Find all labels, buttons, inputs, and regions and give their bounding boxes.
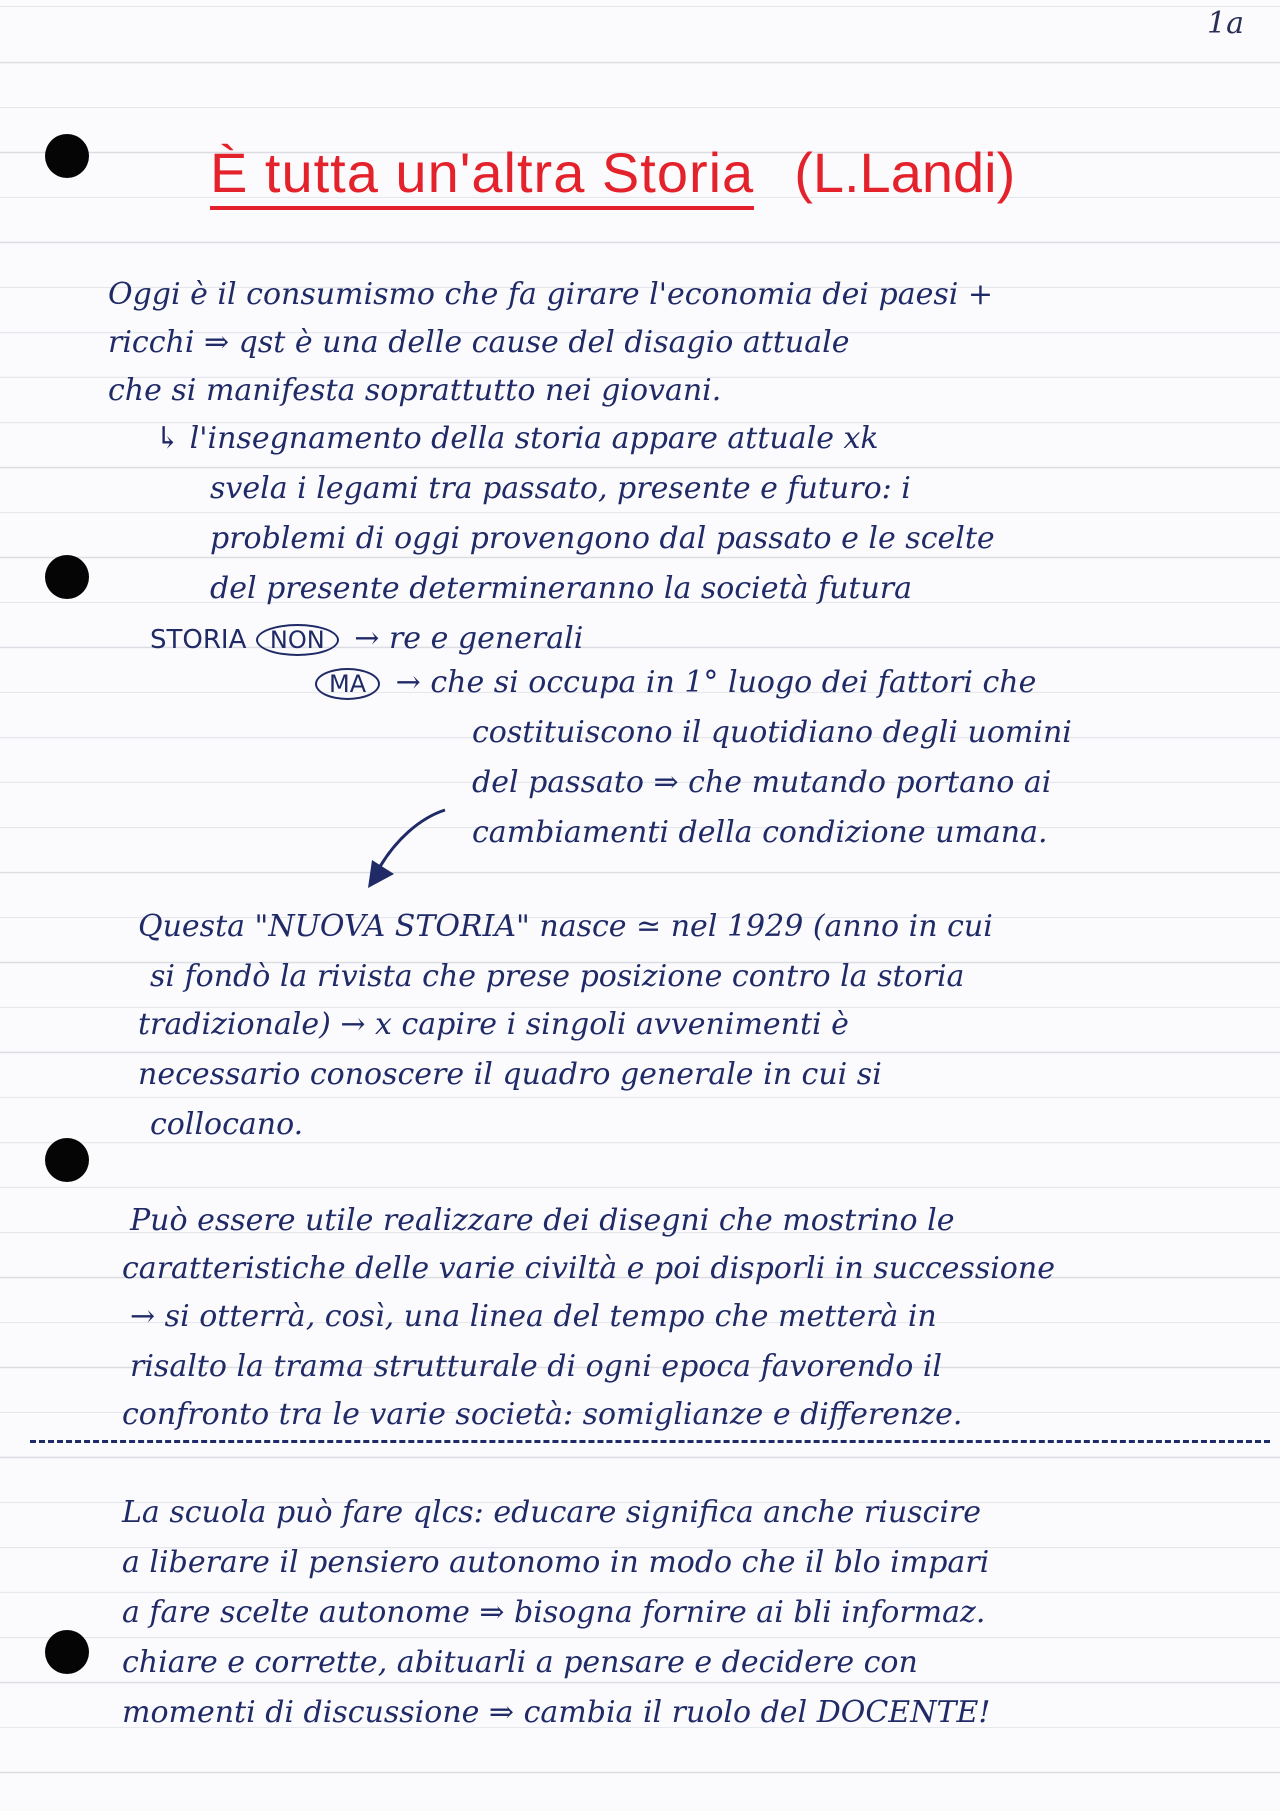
page-number: 1a bbox=[1207, 6, 1244, 41]
binder-hole bbox=[45, 1138, 89, 1182]
dashed-separator bbox=[30, 1440, 1270, 1443]
nuova-storia-line: tradizionale) → x capire i singoli avvenimenti è bbox=[138, 1007, 849, 1042]
insegnamento-line: svela i legami tra passato, presente e futuro: i bbox=[210, 471, 911, 506]
binder-hole bbox=[45, 1630, 89, 1674]
nuova-storia-line: necessario conoscere il quadro generale in cui si bbox=[138, 1057, 882, 1092]
disegni-line: risalto la trama strutturale di ogni epoca favorendo il bbox=[130, 1349, 942, 1384]
ma-line: del passato ⇒ che mutando portano ai bbox=[472, 765, 1052, 800]
ma-tag: MA bbox=[315, 668, 380, 700]
non-text: → re e generali bbox=[354, 621, 584, 656]
disegni-line: Può essere utile realizzare dei disegni che mostrino le bbox=[130, 1203, 955, 1238]
scuola-line: momenti di discussione ⇒ cambia il ruolo del DOCENTE! bbox=[122, 1695, 991, 1730]
binder-hole bbox=[45, 134, 89, 178]
scuola-line: a fare scelte autonome ⇒ bisogna fornire ai bli informaz. bbox=[122, 1595, 986, 1630]
nuova-storia-line: Questa "NUOVA STORIA" nasce ≃ nel 1929 (anno in cui bbox=[138, 909, 993, 944]
ma-line: cambiamenti della condizione umana. bbox=[472, 815, 1048, 850]
down-left-arrow-icon bbox=[350, 800, 460, 900]
nuova-storia-line: si fondò la rivista che prese posizione contro la storia bbox=[150, 959, 965, 994]
disegni-line: caratteristiche delle varie civiltà e poi disporli in successione bbox=[122, 1251, 1055, 1286]
page-title bbox=[210, 140, 1015, 205]
storia-ma-line bbox=[315, 665, 1037, 700]
binder-hole bbox=[45, 555, 89, 599]
title-main: È tutta un'altra Storia bbox=[210, 141, 754, 210]
scuola-line: La scuola può fare qlcs: educare significa anche riuscire bbox=[122, 1495, 982, 1530]
intro-line: Oggi è il consumismo che fa girare l'economia dei paesi + bbox=[108, 277, 994, 312]
disegni-line: confronto tra le varie società: somiglianze e differenze. bbox=[122, 1397, 963, 1432]
insegnamento-line: problemi di oggi provengono dal passato e le scelte bbox=[210, 521, 995, 556]
scuola-line: a liberare il pensiero autonomo in modo che il blo impari bbox=[122, 1545, 990, 1580]
ma-text: → che si occupa in 1° luogo dei fattori che bbox=[395, 665, 1037, 700]
storia-non-line bbox=[150, 621, 584, 656]
intro-line: ricchi ⇒ qst è una delle cause del disagio attuale bbox=[108, 325, 850, 360]
scuola-line: chiare e corrette, abituarli a pensare e decidere con bbox=[122, 1645, 918, 1680]
nuova-storia-line: collocano. bbox=[150, 1107, 304, 1142]
storia-label: STORIA bbox=[150, 625, 247, 655]
non-tag: NON bbox=[256, 624, 339, 656]
title-author: (L.Landi) bbox=[794, 141, 1016, 204]
insegnamento-line: ↳ l'insegnamento della storia appare attuale xk bbox=[155, 421, 879, 456]
ma-line: costituiscono il quotidiano degli uomini bbox=[472, 715, 1072, 750]
disegni-line: → si otterrà, così, una linea del tempo che metterà in bbox=[130, 1299, 937, 1334]
intro-line: che si manifesta soprattutto nei giovani. bbox=[108, 373, 722, 408]
insegnamento-line: del presente determineranno la società futura bbox=[210, 571, 913, 606]
